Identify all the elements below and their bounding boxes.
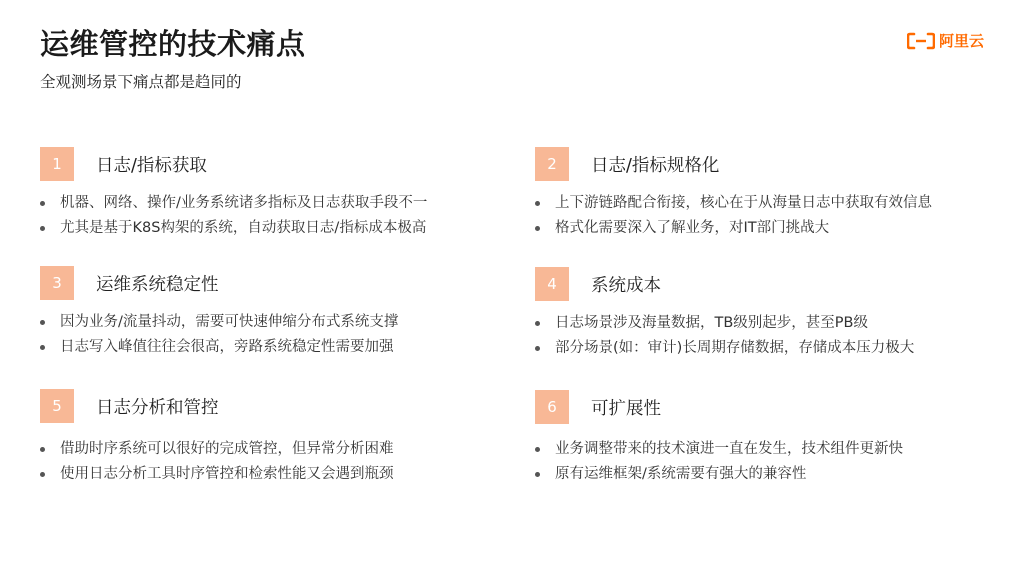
bullet-list xyxy=(40,310,510,360)
bullet-item xyxy=(40,191,510,216)
bullet-item xyxy=(535,191,1005,216)
bullet-text: 格式化需要深入了解业务，对IT部门挑战大 xyxy=(555,220,830,236)
bullet-dot-icon xyxy=(40,345,45,350)
bullet-dot-icon xyxy=(535,346,540,351)
section-title: 系统成本 xyxy=(591,275,661,296)
pain-point-section-3 xyxy=(40,265,510,360)
brand-name: 阿里云 xyxy=(938,32,984,50)
bullet-dot-icon xyxy=(40,226,45,231)
pain-point-section-6 xyxy=(535,389,1005,487)
bullet-text: 日志场景涉及海量数据，TB级别起步，甚至PB级 xyxy=(555,315,868,331)
section-title: 可扩展性 xyxy=(591,398,661,419)
bullet-item xyxy=(535,216,1005,241)
bullet-dot-icon xyxy=(40,201,45,206)
bullet-text: 机器、网络、操作/业务系统诸多指标及日志获取手段不一 xyxy=(60,195,428,211)
bullet-text: 因为业务/流量抖动，需要可快速伸缩分布式系统支撑 xyxy=(60,314,399,330)
bullet-dot-icon xyxy=(535,447,540,452)
section-header xyxy=(40,146,510,182)
pain-point-section-2 xyxy=(535,146,1005,241)
bullet-item xyxy=(40,437,510,462)
page-subtitle: 全观测场景下痛点都是趋同的 xyxy=(40,73,242,91)
bullet-list xyxy=(535,311,1005,361)
bullet-dot-icon xyxy=(40,320,45,325)
section-header xyxy=(535,266,1005,302)
number-badge: 1 xyxy=(40,147,74,181)
bullet-item xyxy=(535,336,1005,361)
section-title: 日志分析和管控 xyxy=(96,397,219,418)
bullet-text: 借助时序系统可以很好的完成管控，但异常分析困难 xyxy=(60,441,394,457)
brand-logo xyxy=(907,30,984,51)
page-title: 运维管控的技术痛点 xyxy=(40,27,306,61)
section-header xyxy=(40,388,510,424)
bullet-item xyxy=(535,462,1005,487)
bullet-item xyxy=(40,335,510,360)
bullet-text: 尤其是基于K8S构架的系统，自动获取日志/指标成本极高 xyxy=(60,220,427,236)
pain-point-section-4 xyxy=(535,266,1005,361)
bullet-dot-icon xyxy=(535,226,540,231)
bullet-text: 使用日志分析工具时序管控和检索性能又会遇到瓶颈 xyxy=(60,466,394,482)
bullet-text: 上下游链路配合衔接，核心在于从海量日志中获取有效信息 xyxy=(555,195,932,211)
pain-point-section-1 xyxy=(40,146,510,241)
bullet-list xyxy=(40,191,510,241)
bullet-item xyxy=(40,216,510,241)
number-badge: 6 xyxy=(535,390,569,424)
number-badge: 3 xyxy=(40,266,74,300)
bullet-list xyxy=(40,437,510,487)
bullet-text: 业务调整带来的技术演进一直在发生，技术组件更新快 xyxy=(555,441,903,457)
bullet-item xyxy=(40,462,510,487)
bullet-item xyxy=(40,310,510,335)
pain-point-section-5 xyxy=(40,388,510,487)
number-badge: 2 xyxy=(535,147,569,181)
bullet-dot-icon xyxy=(40,472,45,477)
section-header xyxy=(535,389,1005,425)
bullet-text: 日志写入峰值往往会很高，旁路系统稳定性需要加强 xyxy=(60,339,394,355)
number-badge: 4 xyxy=(535,267,569,301)
section-title: 日志/指标规格化 xyxy=(591,155,720,176)
bullet-dot-icon xyxy=(535,201,540,206)
bullet-text: 原有运维框架/系统需要有强大的兼容性 xyxy=(555,466,807,482)
bullet-dot-icon xyxy=(535,321,540,326)
section-title: 日志/指标获取 xyxy=(96,155,207,176)
bullet-list xyxy=(535,437,1005,487)
bullet-item xyxy=(535,437,1005,462)
aliyun-logo-icon xyxy=(907,32,935,50)
bullet-text: 部分场景(如：审计)长周期存储数据，存储成本压力极大 xyxy=(555,340,915,356)
section-header xyxy=(40,265,510,301)
number-badge: 5 xyxy=(40,389,74,423)
bullet-dot-icon xyxy=(535,472,540,477)
bullet-item xyxy=(535,311,1005,336)
section-header xyxy=(535,146,1005,182)
section-title: 运维系统稳定性 xyxy=(96,274,219,295)
bullet-list xyxy=(535,191,1005,241)
bullet-dot-icon xyxy=(40,447,45,452)
